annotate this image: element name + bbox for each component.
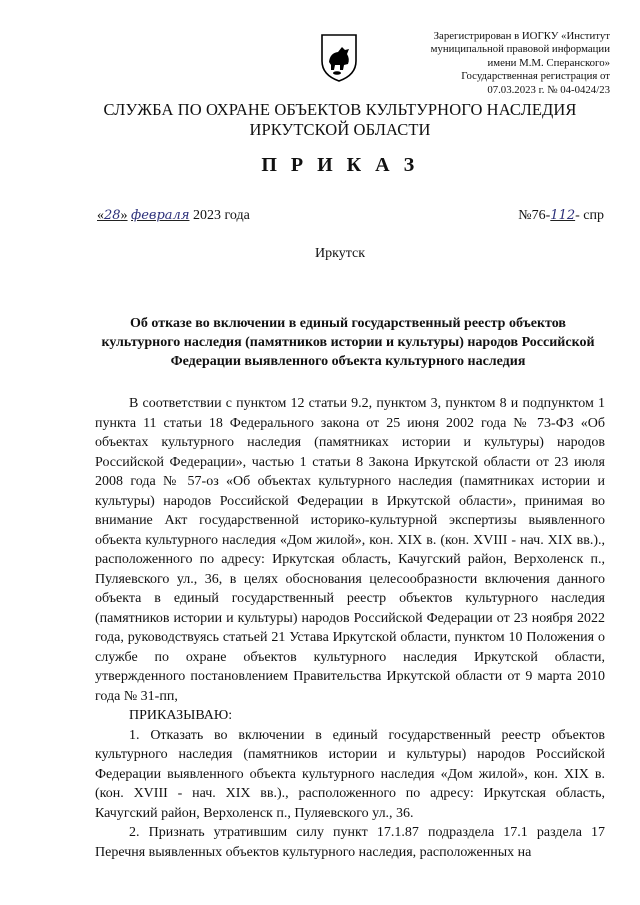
order-number-handwritten: 112: [550, 208, 576, 223]
order-number: [518, 208, 604, 224]
order-number-suffix: - спр: [575, 208, 604, 223]
date-year: 2023 года: [192, 208, 250, 223]
order-subject: Об отказе во включении в единый государственный реестр объектов культурного наследия (памятников истории и культуры) народов Российской Федерации выявленного объекта культурного наследия: [101, 316, 595, 369]
preamble-paragraph: В соответствии с пунктом 12 статьи 9.2, пунктом 3, пунктом 8 и подпунктом 1 пункта 11 статьи 18 Федерального закона от 25 июня 2002 года № 73-ФЗ «Об объектах культурного наследия (памятниках истории и культуры) народов Российской Федерации», частью 1 статьи 8 Закона Иркутской области от 23 июля 2008 года № 57-оз «Об объектах культурного наследия (памятниках истории и культуры) народов Российской Федерации в Иркутской области», принимая во внимание Акт государственной историко-культурной экспертизы выявленного объекта культурного наследия «Дом жилой», кон. XIX в. (кон. XVIII - нач. XIX вв.)., расположенного по адресу: Иркутская область, Качугский район, Верхоленск п., Пуляевского ул., 36, в целях обоснования целесообразности включения данного объекта в единый государственный реестр объектов культурного наследия (памятников истории и культуры) народов Российской Федерации от 23 ноября 2022 года, руководствуясь статьей 21 Устава Иркутской области, пунктом 10 Положения о службе по охране объектов культурного наследия Иркутской области, утвержденного постановлением Правительства Иркутской области от 9 марта 2010 года № 31-пп,: [95, 396, 605, 704]
irkutsk-coat-of-arms-icon: [318, 31, 360, 83]
registration-line: 07.03.2023 г. № 04-0424/23: [487, 83, 610, 96]
date-quote-close: »: [120, 208, 128, 223]
date-quote-open: «: [97, 208, 104, 223]
order-word: ПРИКАЗЫВАЮ:: [129, 708, 233, 723]
registration-line: муниципальной правовой информации: [430, 43, 610, 56]
order-city: Иркутск: [314, 246, 366, 261]
registration-line: Государственная регистрация от: [461, 70, 610, 83]
order-body: [95, 394, 605, 862]
date-month: февраля: [131, 208, 190, 223]
order-item-1: 1. Отказать во включении в единый государственный реестр объектов культурного наследия (памятников истории и культуры) народов Российской Федерации выявленного объекта культурного наследия «Дом жилой», кон. XIX в. (кон. XVIII - нач. XIX вв.)., расположенного по адресу: Иркутская область, Качугский район, Верхоленск п., Пуляевского ул., 36.: [95, 727, 605, 821]
order-number-prefix: №76-: [518, 208, 551, 223]
order-date: [97, 208, 250, 224]
agency-name-line2: ИРКУТСКОЙ ОБЛАСТИ: [249, 120, 431, 139]
registration-line: имени М.М. Сперанского»: [487, 56, 610, 69]
agency-name-line1: СЛУЖБА ПО ОХРАНЕ ОБЪЕКТОВ КУЛЬТУРНОГО НАСЛЕДИЯ: [103, 100, 577, 119]
document-title: П Р И К А З: [261, 154, 419, 176]
registration-line: Зарегистрирован в ИОГКУ «Институт: [433, 30, 610, 42]
order-item-2: 2. Признать утратившим силу пункт 17.1.87 подраздела 17.1 раздела 17 Перечня выявленных объектов культурного наследия, расположенных на: [95, 825, 605, 860]
date-day: 28: [104, 208, 121, 223]
registration-stamp: [370, 30, 610, 97]
